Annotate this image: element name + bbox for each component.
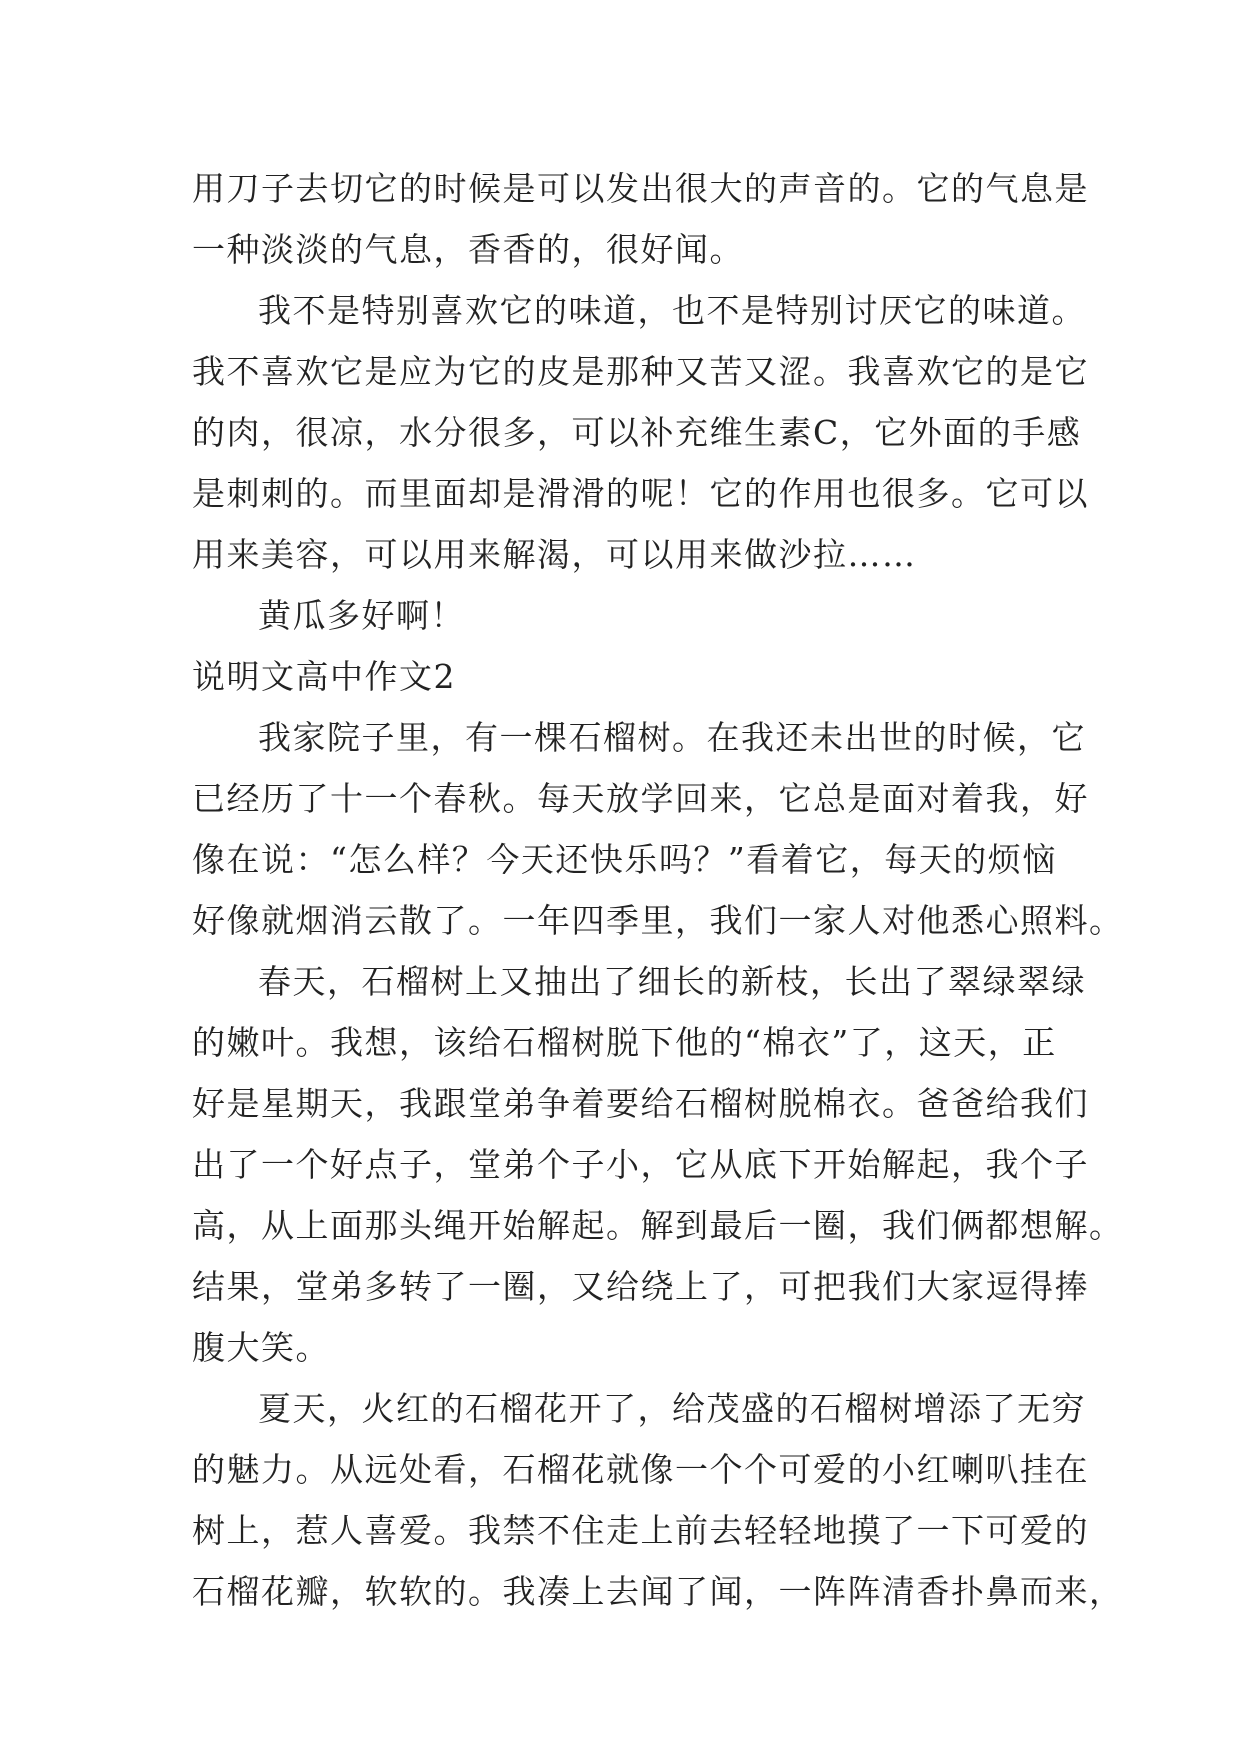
text-line: 高，从上面那头绳开始解起。解到最后一圈，我们俩都想解。: [192, 1206, 1124, 1245]
text-line: 我不是特别喜欢它的味道，也不是特别讨厌它的味道。: [258, 291, 1086, 330]
text-line: 石榴花瓣，软软的。我凑上去闻了闻，一阵阵清香扑鼻而来，: [192, 1572, 1124, 1611]
text-line: 腹大笑。: [192, 1328, 330, 1367]
text-line: 好像就烟消云散了。一年四季里，我们一家人对他悉心照料。: [192, 901, 1124, 940]
text-line: 是刺刺的。而里面却是滑滑的呢！它的作用也很多。它可以: [192, 474, 1089, 513]
text-line: 春天，石榴树上又抽出了细长的新枝，长出了翠绿翠绿: [258, 962, 1086, 1001]
text-line: 像在说：“怎么样？今天还快乐吗？”看着它，每天的烦恼: [192, 840, 1057, 879]
text-line: 已经历了十一个春秋。每天放学回来，它总是面对着我，好: [192, 779, 1089, 818]
text-line: 一种淡淡的气息，香香的，很好闻。: [192, 230, 744, 269]
document-body: [192, 158, 1124, 1622]
text-line: 黄瓜多好啊！: [258, 596, 465, 635]
text-line: 的嫩叶。我想，该给石榴树脱下他的“棉衣”了，这天，正: [192, 1023, 1057, 1062]
text-line: 结果，堂弟多转了一圈，又给绕上了，可把我们大家逗得捧: [192, 1267, 1089, 1306]
text-line: 我家院子里，有一棵石榴树。在我还未出世的时候，它: [258, 718, 1086, 757]
text-line: 用来美容，可以用来解渴，可以用来做沙拉……: [192, 535, 917, 574]
section-heading: 说明文高中作文2: [192, 657, 456, 696]
text-line: 树上，惹人喜爱。我禁不住走上前去轻轻地摸了一下可爱的: [192, 1511, 1089, 1550]
text-line: 我不喜欢它是应为它的皮是那种又苦又涩。我喜欢它的是它: [192, 352, 1089, 391]
text-line: 好是星期天，我跟堂弟争着要给石榴树脱棉衣。爸爸给我们: [192, 1084, 1089, 1123]
text-line: 的魅力。从远处看，石榴花就像一个个可爱的小红喇叭挂在: [192, 1450, 1089, 1489]
text-line: 的肉，很凉，水分很多，可以补充维生素C，它外面的手感: [192, 413, 1082, 452]
text-line: 夏天，火红的石榴花开了，给茂盛的石榴树增添了无穷: [258, 1389, 1086, 1428]
text-line: 出了一个好点子，堂弟个子小，它从底下开始解起，我个子: [192, 1145, 1089, 1184]
text-line: 用刀子去切它的时候是可以发出很大的声音的。它的气息是: [192, 169, 1089, 208]
